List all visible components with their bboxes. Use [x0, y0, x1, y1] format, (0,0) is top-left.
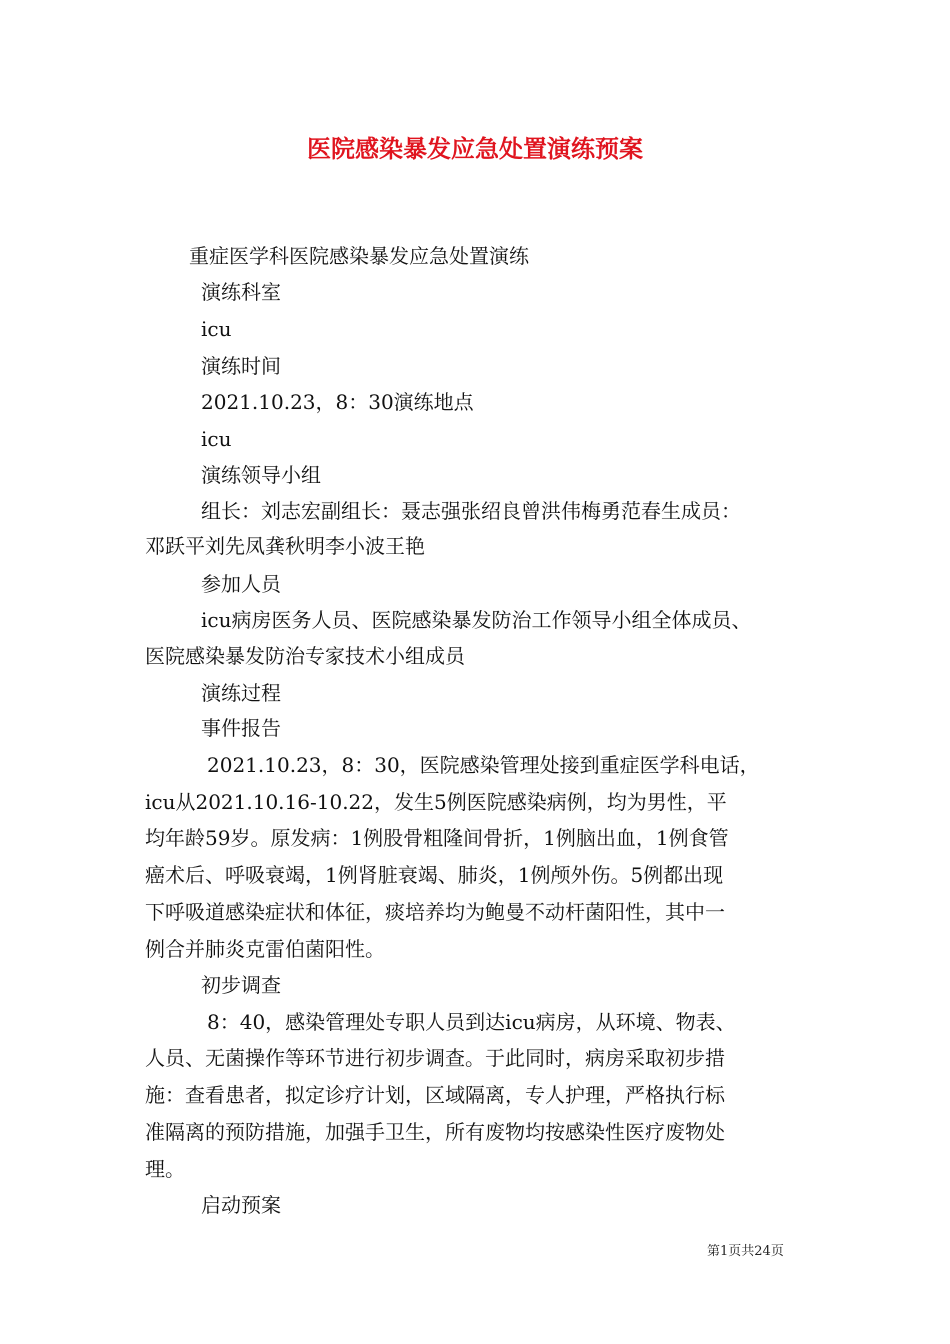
text-line: 施：查看患者，拟定诊疗计划，区域隔离，专人护理，严格执行标 [145, 1083, 725, 1107]
text-line: 演练领导小组 [201, 463, 321, 487]
text-line: 参加人员 [201, 572, 281, 596]
text-line: 2021.10.23，8：30演练地点 [201, 390, 474, 414]
text-line: 例合并肺炎克雷伯菌阳性。 [145, 937, 385, 961]
text-line: 初步调查 [201, 973, 281, 997]
text-line: 事件报告 [201, 716, 281, 740]
text-line: 演练科室 [201, 280, 281, 304]
text-line: 均年龄59岁。原发病：1例股骨粗隆间骨折，1例脑出血，1例食管 [145, 826, 729, 850]
text-line: icu从2021.10.16-10.22，发生5例医院感染病例，均为男性，平 [145, 790, 727, 814]
text-line: 组长：刘志宏副组长：聂志强张绍良曾洪伟梅勇范春生成员： [201, 499, 741, 523]
text-line: 启动预案 [201, 1193, 281, 1217]
text-line: 邓跃平刘先凤龚秋明李小波王艳 [145, 534, 425, 558]
text-line: 人员、无菌操作等环节进行初步调查。于此同时，病房采取初步措 [145, 1046, 725, 1070]
text-line: 准隔离的预防措施，加强手卫生，所有废物均按感染性医疗废物处 [145, 1120, 725, 1144]
text-line: icu [201, 427, 232, 451]
text-line: 医院感染暴发防治专家技术小组成员 [145, 644, 465, 668]
text-line: 重症医学科医院感染暴发应急处置演练 [189, 244, 529, 268]
page-number-footer: 第1页共24页 [707, 1244, 784, 1259]
text-line: 理。 [145, 1157, 185, 1181]
text-line: icu病房医务人员、医院感染暴发防治工作领导小组全体成员、 [201, 608, 752, 632]
text-line: 下呼吸道感染症状和体征，痰培养均为鲍曼不动杆菌阳性，其中一 [145, 900, 725, 924]
text-line: 癌术后、呼吸衰竭，1例肾脏衰竭、肺炎，1例颅外伤。5例都出现 [145, 863, 724, 887]
text-line: 演练过程 [201, 681, 281, 705]
document-title: 医院感染暴发应急处置演练预案 [307, 134, 643, 163]
text-line: 演练时间 [201, 354, 281, 378]
text-line: 2021.10.23，8：30，医院感染管理处接到重症医学科电话， [207, 753, 760, 777]
text-line: 8：40，感染管理处专职人员到达icu病房，从环境、物表、 [207, 1010, 736, 1034]
text-line: icu [201, 317, 232, 341]
